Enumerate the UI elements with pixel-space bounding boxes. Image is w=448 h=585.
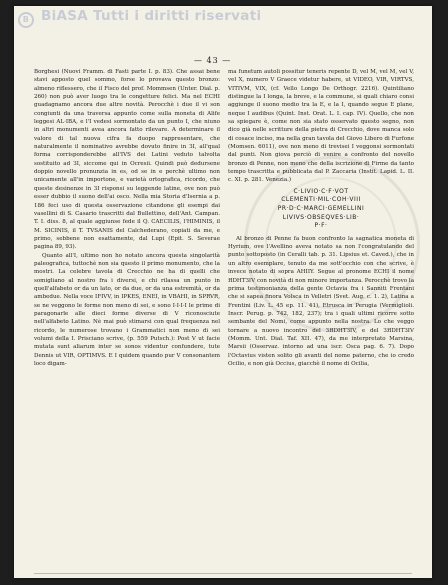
document-page: [14, 6, 432, 578]
left-paragraph-2: Quanto all'I, ultimo non ho notato ancora questa singolarità paleografica, tuttochè non sia questo il primo monumento, che la mostri. La celebre tavola di Crecchio ne ha di quelli che somigliano al nostro fra i diversi, e chi rilassa un punto in quell'alfabeto or da un lato, or da due, or da una estremità, or da ambedue. Nella voce IFIVV, in IPKES, ENEI, in VBAHI, in SPRVR, se ne veggono le forme non meno di sei, e sono I·I·I·I le prime di paragonarle alle dieci forme diverse di V riconosciute nell'alfabeto Latino. Nè mai può stimarsi con qual frequenza nel ricordo, le numerose trovano i Grammatici non meno di sei volumi della I. Prisciano scrive, (p. 559 Putsch.): Post V ut facie mutata sunt aliarum inter se sonos videntur confundere, tute Dennis ut VIR, OPTIMVS. E I quidem quando pur V consonantem loco digam-: [34, 252, 220, 368]
inscription-line: P·F·: [314, 222, 328, 230]
inscription-line: LIVIVS·OBSEQVES·LIB·: [282, 213, 360, 221]
inscription-line: PR·D·C·MARCI·GEMELLINI: [277, 205, 365, 212]
inscription-line: CLEMENTI·MIL·COH·VIII: [281, 196, 361, 204]
latin-inscription: [228, 188, 414, 231]
right-paragraph-body: Al bronzo di Penne fa buon confronto la sagnatica moneta di Hyrium, ove l'Avellino aveva notato sa non l'congratulando del punto sottoposto (in Ceralli tab. p. 31. Lipsius et. Caved.), che in un altro esemplare, tenuto da me sott'occhio con che scrive, è invece notato di sopra AHIIY. Segue al pronome ECHI il nome ЯDHTЗIV con novità di non minore importanza. Perocchè trovo la prima testimonianza della gente Octavia fra i Sanniti Frentani che si sapea finora Volsca in Velletri (Svet. Aug. c. 1. 2), Latina a Frentini (Liv. L. 45 ep. 11. 41), Etrusca in Perugia (Vermiglioli. Inscr. Perug. p. 742, 182, 237); tra i quali ultimi ricorre sotto sembante del Nomi, come appunto nella nostra. Lo che veggo tornare a nuovo incontro del ЗЯDHTЗIV, e del ЗЯDHTЗIV (Momm. Unt. Dial. Taf. XII. 47), da me interpretato Marsina, Marsii (Osservaz. intorno ad una iscr. Osca pag. 6. 7). Dopo l'Octavius visten solito gli avanti del nome paterno, che io credo Ocilio, e non già Occius, giacchè il nome di Ocilia,: [228, 235, 414, 367]
left-paragraph-1: Borghesi (Nuovi Framm. di Fasti parte I. p. 83). Che assai bene stavi apposto quel sommo, forse lo provava questo bronzo: almeno riflessero, che il Fisco del prof. Mommsen (Unter. Dial. p. 260) non può aver luogo tra le congetture felici. Ma nel ECHI guadagnamo ancora due altre novità. Perocchè i due il vi son congiunti da una traversa appunto come sulla moneta di Alife leggesi AL·IBA, e l'I vedesi sormontato da un punto I, che niuno in altri monumenti avea ancora fatto rilevare. A determinare il valore di tal nuova cifra fa duopo rappresentare, che naturalmente il nominativo avrebbe dovuto finire in ЗI, all'qual forma corrisponderebbe all'IVS dei Latini veduto talvolta sostituito ad ЗI, siccome qui in Ocresii. Quindi può dedursene doppio novello pronunzia in es, od se in e perchè ultimo non unicamente all'in importone, e varietà ortografica, ricordo, che queste desinenze in ЗI risponsi su leggende latine, ove non può esser dubbio il suono dell'ai osco. Nella mia Storia d'Isernia a p. 186 feci uso di questa osservazione citandone gli esempi dai vasellini di S. Casario trascritti dal Bullettino, dell'Ant. Campan. T. I. diss. 8, al quale aggiunse fede il Q. CAECILIS, l'HIMINIS, il M. SICINIS, il T. TVSANIS del Calchederano, copiati da me, e primo, sebbene non esattamente, dal Lupi (Epit. S. Severae pagina 89, 93).: [34, 69, 220, 251]
bottom-rule: [34, 573, 412, 574]
left-column: [34, 68, 220, 368]
right-column: [228, 68, 414, 368]
watermark-text: BiASA Tutti i diritti riservati: [41, 8, 262, 24]
biasa-logo-icon: B: [18, 12, 34, 28]
page-number: — 43 —: [194, 56, 232, 65]
watermark: [18, 8, 261, 28]
inscription-line: C·LIVIO·C·F·VOT: [293, 187, 349, 195]
right-paragraph-intro: ma funetum autoli possitur teneris repente D, vel M, vel M, vel V, vel X, numero V Graece videtur habere, ut VIDEO, VIR, VIRTVS, VITIVM, VIX, (cf. Vello Longo De Orthogr. 2216). Quintiliano distingue la I longa, la breve, e la commune, si quali chiaro consi aggiunge il suono medio tra la E, e la I, quando segue E plane, neque I audibus (Quint. Inst. Orat. L. I. cap. IV). Quello, che non sa spiegare è, come non sia stato osservato questo segno, non dico già nelle scritture della pietra di Crecchio, dove manca solo di cosace inciso, ma nella gran tavola del Giovo Libero di Furfone (Momsen. 6011), ove non meno di trevisei I veggonsi sormontati dal punti. Non giova perciò di venire a confronto del novello bronzo di Penne, non meno che della iscrizione di Firme da tanto tempo trascritta e pubblicata dal P. Zaccaria (Instit. Lapid. L. II. c. XI. p. 281. Venezia.): [228, 69, 414, 184]
